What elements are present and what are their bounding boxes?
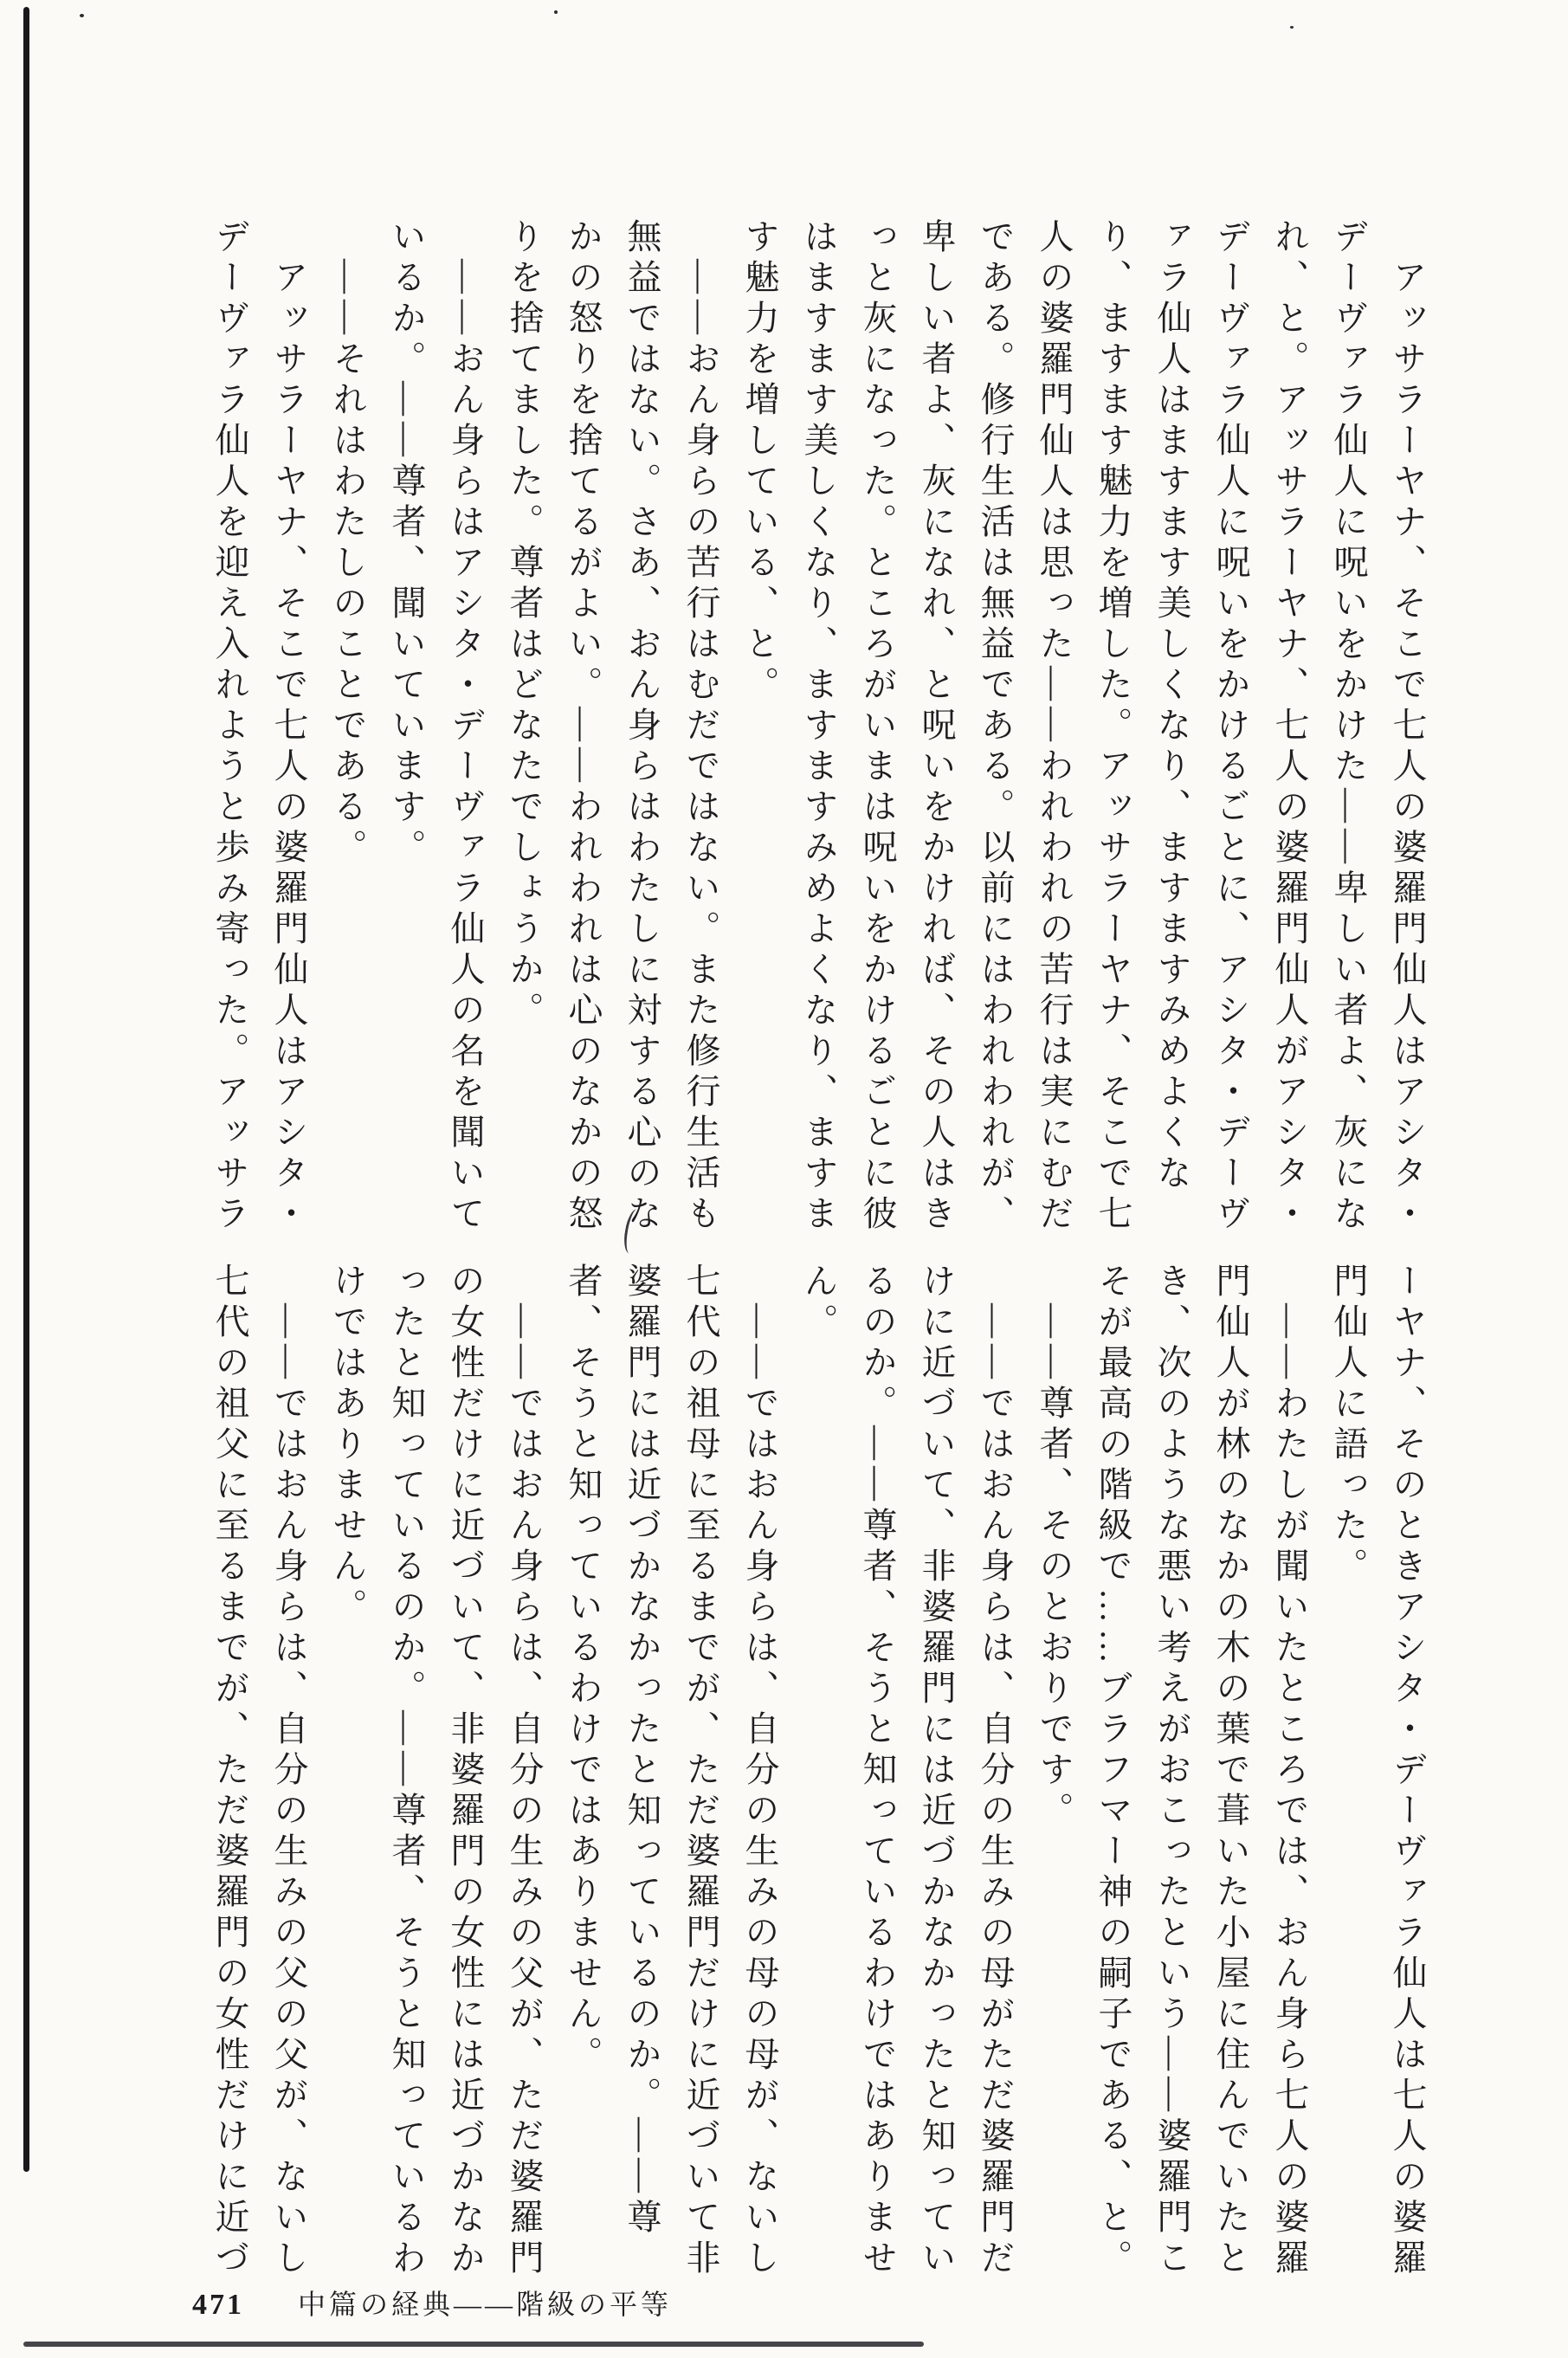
paragraph: ——おん身らの苦行はむだではない。また修行生活も無益ではない。さあ、おん身らはわたしに対する心のなかの怒りを捨てるがよい。——われわれは心のなかの怒りを捨てました。尊者はどなたでしょうか。: [505, 218, 720, 1236]
paragraph: ——ではおん身らは、自分の生みの父の父が、ないし七代の祖父に至るまでが、ただ婆羅門の女性だけに近づ: [210, 1263, 308, 2280]
scan-speck: [1290, 26, 1294, 29]
paragraph: ——ではおん身らは、自分の生みの母の母が、ないし七代の祖母に至るまでが、ただ婆羅門だけに近づいて非婆羅門には近づかなかったと知っているのか。——尊者、そうと知っているわけではありません。: [564, 1263, 779, 2280]
running-title: 中篇の経典——階級の平等: [298, 2289, 673, 2320]
paragraph: ——ではおん身らは、自分の生みの母がただ婆羅門だけに近づいて、非婆羅門には近づかなかったと知っているのか。——尊者、そうと知っているわけではありません。: [799, 1263, 1015, 2280]
scan-speck: [80, 14, 84, 17]
upper-text-block: [200, 218, 1436, 1240]
paragraph: ——尊者、そのとおりです。: [1035, 1303, 1074, 1832]
paragraph: ——ではおん身らは、自分の生みの父が、ただ婆羅門の女性だけに近づいて、非婆羅門の女性には近づかなかったと知っているのか。——尊者、そうと知っているわけではありません。: [328, 1263, 544, 2280]
paragraph: アッサラーヤナ、そこで七人の婆羅門仙人はアシタ・デーヴァラ仙人に呪いをかけた——卑しい者よ、灰になれ、と。アッサラーヤナ、七人の婆羅門仙人がアシタ・デーヴァラ仙人に呪いをかけるごとに、アシタ・デーヴァラ仙人はますます美しくなり、ますますみめよくなり、ますます魅力を増した。アッサラーヤナ、そこで七人の婆羅門仙人は思った——われわれの苦行は実にむだである。修行生活は無益である。以前にはわれわれが、卑しい者よ、灰になれ、と呪いをかければ、その人はきっと灰になった。ところがいまは呪いをかけるごとに彼はますます美しくなり、ますますみめよくなり、ますます魅力を増している、と。: [740, 218, 1427, 1236]
scan-binding-line: [23, 7, 29, 2172]
page-number: 471: [192, 2289, 244, 2321]
paragraph: ——おん身らはアシタ・デーヴァラ仙人の名を聞いているか。——尊者、聞いています。: [387, 218, 485, 1236]
scan-bottom-edge-line: [23, 2342, 924, 2347]
paragraph: ——それはわたしのことである。: [328, 259, 367, 869]
scan-speck: [554, 10, 558, 14]
lower-text-block: [200, 1263, 1436, 2284]
page-footer: [192, 2283, 672, 2322]
paragraph: ——わたしが聞いたところでは、おん身ら七人の婆羅門仙人が林のなかの木の葉で葺いた小屋に住んでいたとき、次のような悪い考えがおこったという——婆羅門こそが最高の階級で……ブラフマー神の嗣子である、と。: [1094, 1263, 1309, 2280]
paragraph: アッサラーヤナ、そこで七人の婆羅門仙人はアシタ・デーヴァラ仙人を迎え入れようと歩み寄った。アッサラ: [210, 218, 308, 1236]
paragraph: ーヤナ、そのときアシタ・デーヴァラ仙人は七人の婆羅門仙人に語った。: [1329, 1263, 1427, 2280]
